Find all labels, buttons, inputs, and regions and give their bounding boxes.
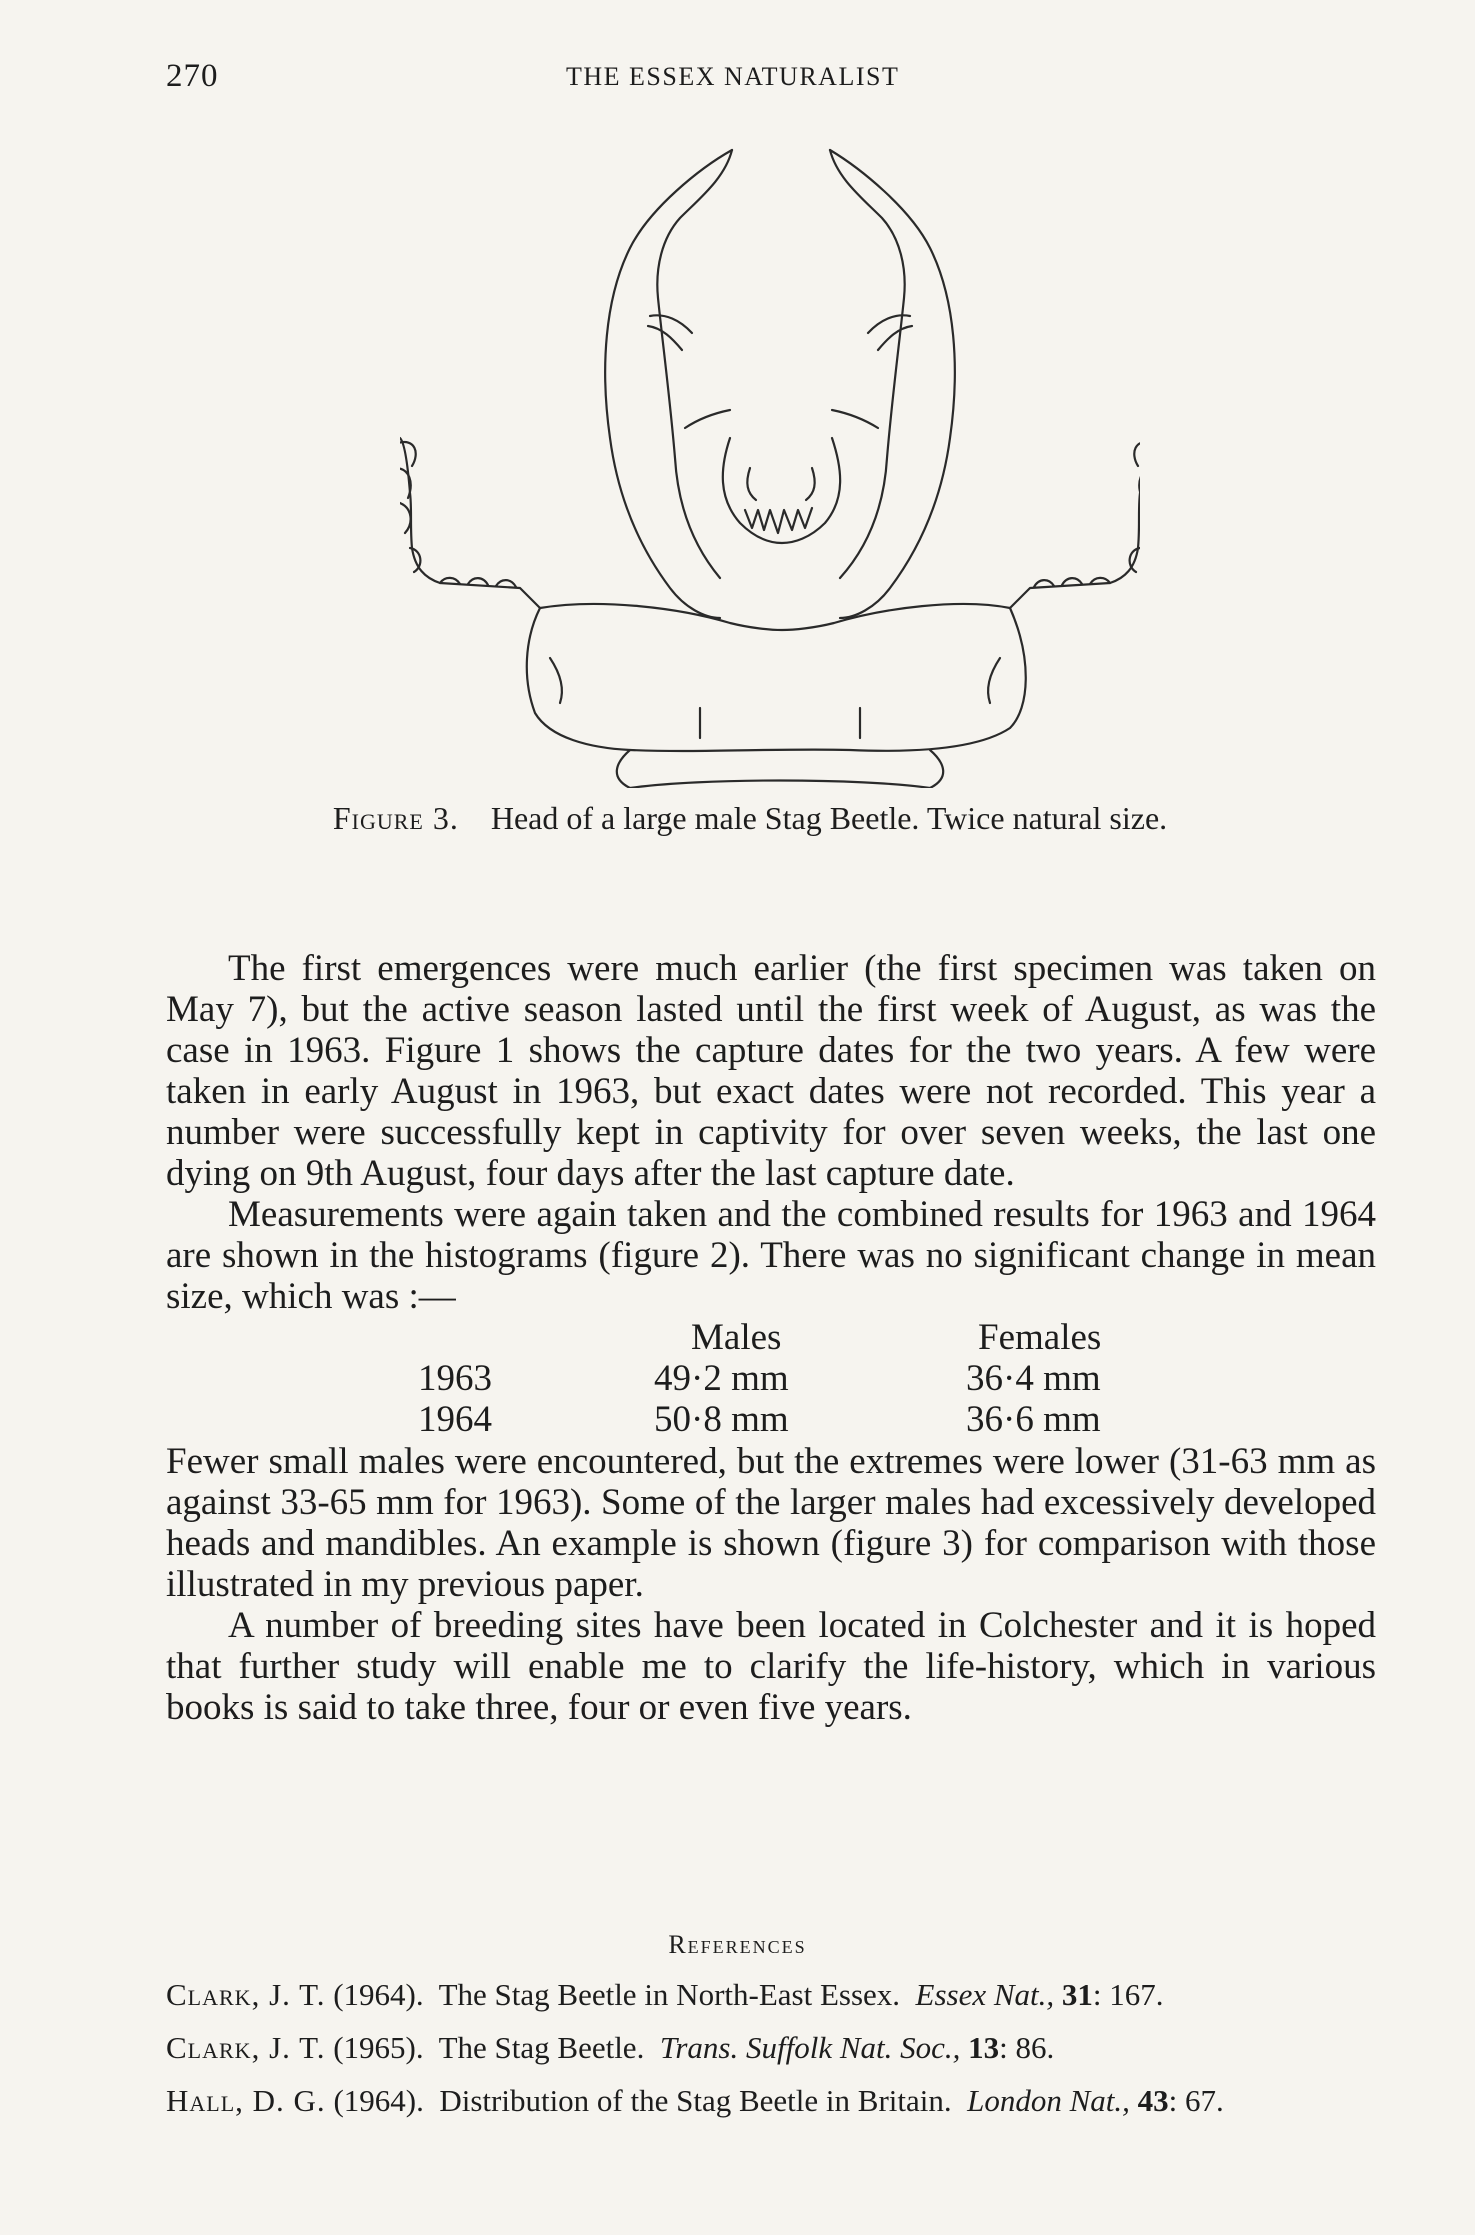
- reference-volume: 43: [1137, 2083, 1169, 2118]
- measurements-males-value: 49·2 mm: [654, 1358, 789, 1399]
- measurements-males-value: 50·8 mm: [654, 1399, 789, 1440]
- reference-pages: : 67.: [1168, 2083, 1224, 2118]
- page-number: 270: [166, 58, 219, 94]
- measurements-year: 1964: [418, 1399, 492, 1440]
- reference-year: (1964).: [333, 1977, 424, 2012]
- reference-title: Distribution of the Stag Beetle in Britain.: [439, 2083, 952, 2118]
- references-list: [166, 1975, 1376, 2134]
- reference-item: [166, 2081, 1376, 2121]
- figure-caption-text: Head of a large male Stag Beetle. Twice natural size.: [490, 800, 1168, 836]
- reference-pages: : 167.: [1092, 1977, 1164, 2012]
- reference-item: [166, 2028, 1376, 2068]
- reference-title: The Stag Beetle.: [438, 2030, 645, 2065]
- measurements-females-value: 36·6 mm: [966, 1399, 1101, 1440]
- stag-beetle-head-drawing: [400, 138, 1140, 788]
- measurements-header-males: Males: [691, 1317, 782, 1358]
- figure-caption: [180, 800, 1320, 837]
- reference-author: Clark, J. T.: [166, 2030, 326, 2065]
- paragraph-measurements: Measurements were again taken and the combined results for 1963 and 1964 are shown in the histograms (figure 2). There was no significant change in mean size, which was :—: [166, 1194, 1376, 1317]
- reference-journal: Essex Nat.,: [915, 1977, 1055, 2012]
- reference-journal: London Nat.,: [967, 2083, 1130, 2118]
- measurements-table: [166, 1317, 1376, 1441]
- reference-year: (1964).: [333, 2083, 424, 2118]
- measurements-year: 1963: [418, 1358, 492, 1399]
- measurements-females-value: 36·4 mm: [966, 1358, 1101, 1399]
- paragraph-breeding-sites: A number of breeding sites have been located in Colchester and it is hoped that further study will enable me to clarify the life-history, which in various books is said to take three, four or even five years.: [166, 1605, 1376, 1728]
- paragraph-extremes: Fewer small males were encountered, but the extremes were lower (31-63 mm as against 33-65 mm for 1963). Some of the larger males had excessively developed heads and mandibles. An example is shown (figure 3) for comparison with those illustrated in my previous paper.: [166, 1441, 1376, 1605]
- reference-author: Clark, J. T.: [166, 1977, 326, 2012]
- reference-item: [166, 1975, 1376, 2015]
- running-title: THE ESSEX NATURALIST: [566, 62, 900, 91]
- paragraph-emergences: The first emergences were much earlier (the first specimen was taken on May 7), but the active season lasted until the first week of August, as was the case in 1963. Figure 1 shows the capture dates for the two years. A few were taken in early August in 1963, but exact dates were not recorded. This year a number were successfully kept in captivity for over seven weeks, the last one dying on 9th August, four days after the last capture date.: [166, 948, 1376, 1194]
- reference-author: Hall, D. G.: [166, 2083, 326, 2118]
- reference-journal: Trans. Suffolk Nat. Soc.,: [659, 2030, 961, 2065]
- reference-volume: 31: [1061, 1977, 1093, 2012]
- figure-label: Figure 3.: [332, 800, 459, 836]
- measurements-header-females: Females: [978, 1317, 1102, 1358]
- reference-title: The Stag Beetle in North-East Essex.: [438, 1977, 901, 2012]
- body-text: [166, 948, 1376, 1728]
- reference-year: (1965).: [333, 2030, 424, 2065]
- stag-beetle-head-figure: [400, 138, 1140, 788]
- references-heading: References: [668, 1930, 807, 1959]
- reference-volume: 13: [968, 2030, 1000, 2065]
- reference-pages: : 86.: [999, 2030, 1055, 2065]
